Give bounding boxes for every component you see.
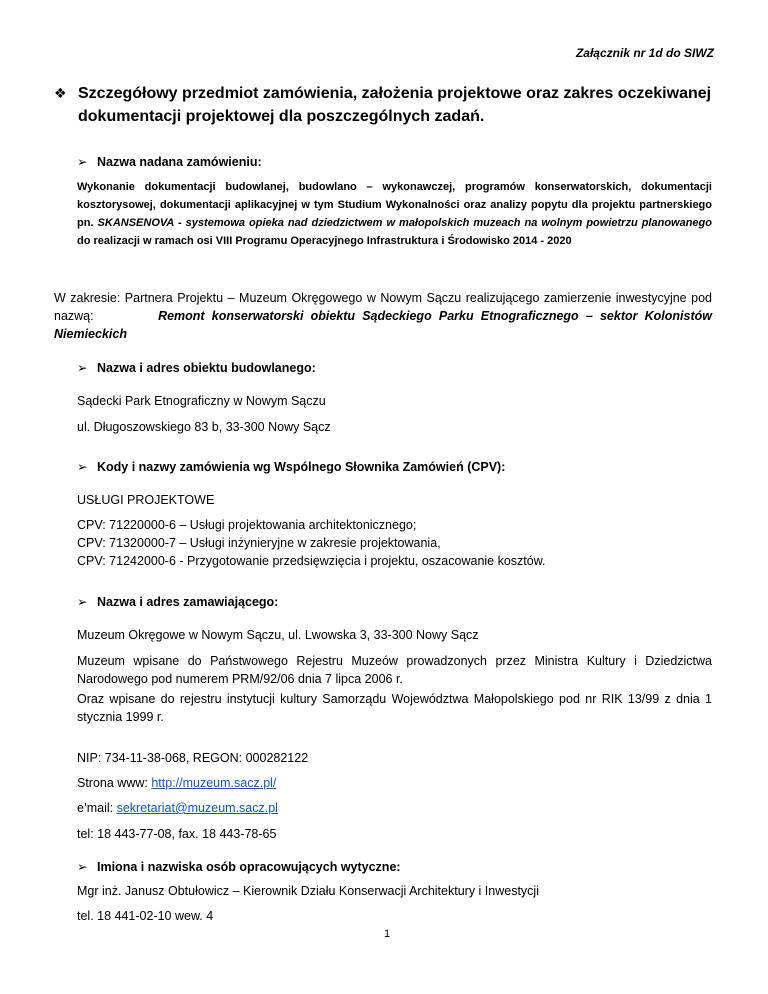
building-address: ul. Długoszowskiego 83 b, 33-300 Nowy Sącz <box>77 420 331 434</box>
project-name-italic: SKANSENOVA - systemowa opieka nad dziedzictwem w małopolskich muzeach na wolnym powietrzu planowanego <box>97 217 712 229</box>
section-heading-text: Imiona i nazwiska osób opracowujących wytyczne: <box>97 860 401 874</box>
page-number: 1 <box>384 928 391 940</box>
order-name-part: do realizacji w ramach osi VIII Programu Operacyjnego Infrastruktura i Środowisko 2014 - 2020 <box>77 235 572 247</box>
order-name-text <box>77 178 712 250</box>
diamond-bullet-icon: ❖ <box>54 85 67 101</box>
attachment-label: Załącznik nr 1d do SIWZ <box>575 46 714 60</box>
section-heading-client <box>77 594 278 609</box>
scope-prefix: W zakresie: Partnera Projektu – Muzeum Okręgowego w Nowym Sączu realizującego zamierzenie inwestycyjne pod nazwą: <box>54 291 712 323</box>
client-website-row <box>77 774 276 792</box>
section-heading-text: Nazwa nadana zamówieniu: <box>97 155 262 169</box>
order-name-part: Wykonanie dokumentacji budowlanej, budowlano – wykonawczej, programów konserwatorskich, dokumentacji kosztorysowej, dokumentacji aplikacyjnej w tym Studium Wykonalności oraz analizy popytu dla projektu partnerskiego pn. <box>77 181 712 229</box>
section-heading-building <box>77 360 316 375</box>
email-link[interactable]: sekretariat@muzeum.sacz.pl <box>116 801 278 815</box>
section-heading-text: Nazwa i adres obiektu budowlanego: <box>97 361 316 375</box>
section-heading-text: Kody i nazwy zamówienia wg Wspólnego Słownika Zamówień (CPV): <box>97 460 506 474</box>
author-phone: tel. 18 441-02-10 wew. 4 <box>77 909 214 923</box>
arrow-bullet-icon: ➢ <box>77 595 88 609</box>
scope-paragraph <box>54 289 712 343</box>
email-label: e’mail: <box>77 801 117 815</box>
section-heading-text: Nazwa i adres zamawiającego: <box>97 595 279 609</box>
document-title <box>54 82 714 128</box>
arrow-bullet-icon: ➢ <box>77 361 88 375</box>
arrow-bullet-icon: ➢ <box>77 460 88 474</box>
title-text: Szczegółowy przedmiot zamówienia, założenia projektowe oraz zakres oczekiwanej dokumentacji projektowej dla poszczególnych zadań. <box>78 85 712 125</box>
client-registry-culture: Oraz wpisane do rejestru instytucji kultury Samorządu Województwa Małopolskiego pod nr RIK 13/99 z dnia 1 stycznia 1999 r. <box>77 692 712 724</box>
arrow-bullet-icon: ➢ <box>77 155 88 169</box>
cpv-code: CPV: 71320000-7 – Usługi inżynieryjne w zakresie projektowania, <box>77 536 441 550</box>
client-nip-regon: NIP: 734-11-38-068, REGON: 000282122 <box>77 751 309 765</box>
arrow-bullet-icon: ➢ <box>77 860 88 874</box>
cpv-code: CPV: 71242000-6 - Przygotowanie przedsięwzięcia i projektu, oszacowanie kosztów. <box>77 554 546 568</box>
website-label: Strona www: <box>77 776 152 790</box>
client-registry-museums: Muzeum wpisane do Państwowego Rejestru Muzeów prowadzonych przez Ministra Kultury i Dziedzictwa Narodowego pod numerem PRM/92/06 dnia 7 lipca 2006 r. <box>77 654 712 686</box>
author-person: Mgr inż. Janusz Obtułowicz – Kierownik Działu Konserwacji Architektury i Inwestycji <box>77 884 539 898</box>
client-phone: tel: 18 443-77-08, fax. 18 443-78-65 <box>77 827 277 841</box>
client-email-row <box>77 799 278 817</box>
client-address: Muzeum Okręgowe w Nowym Sączu, ul. Lwowska 3, 33-300 Nowy Sącz <box>77 628 479 642</box>
section-heading-order-name <box>77 154 262 169</box>
scope-project-name: Remont konserwatorski obiektu Sądeckiego Parku Etnograficznego – sektor Kolonistów Niemieckich <box>54 309 712 341</box>
website-link[interactable]: http://muzeum.sacz.pl/ <box>151 776 277 790</box>
section-heading-authors <box>77 859 401 874</box>
building-name: Sądecki Park Etnograficzny w Nowym Sączu <box>77 394 326 408</box>
section-heading-cpv <box>77 459 505 474</box>
cpv-code: CPV: 71220000-6 – Usługi projektowania architektonicznego; <box>77 518 417 532</box>
cpv-label: USŁUGI PROJEKTOWE <box>77 493 215 507</box>
